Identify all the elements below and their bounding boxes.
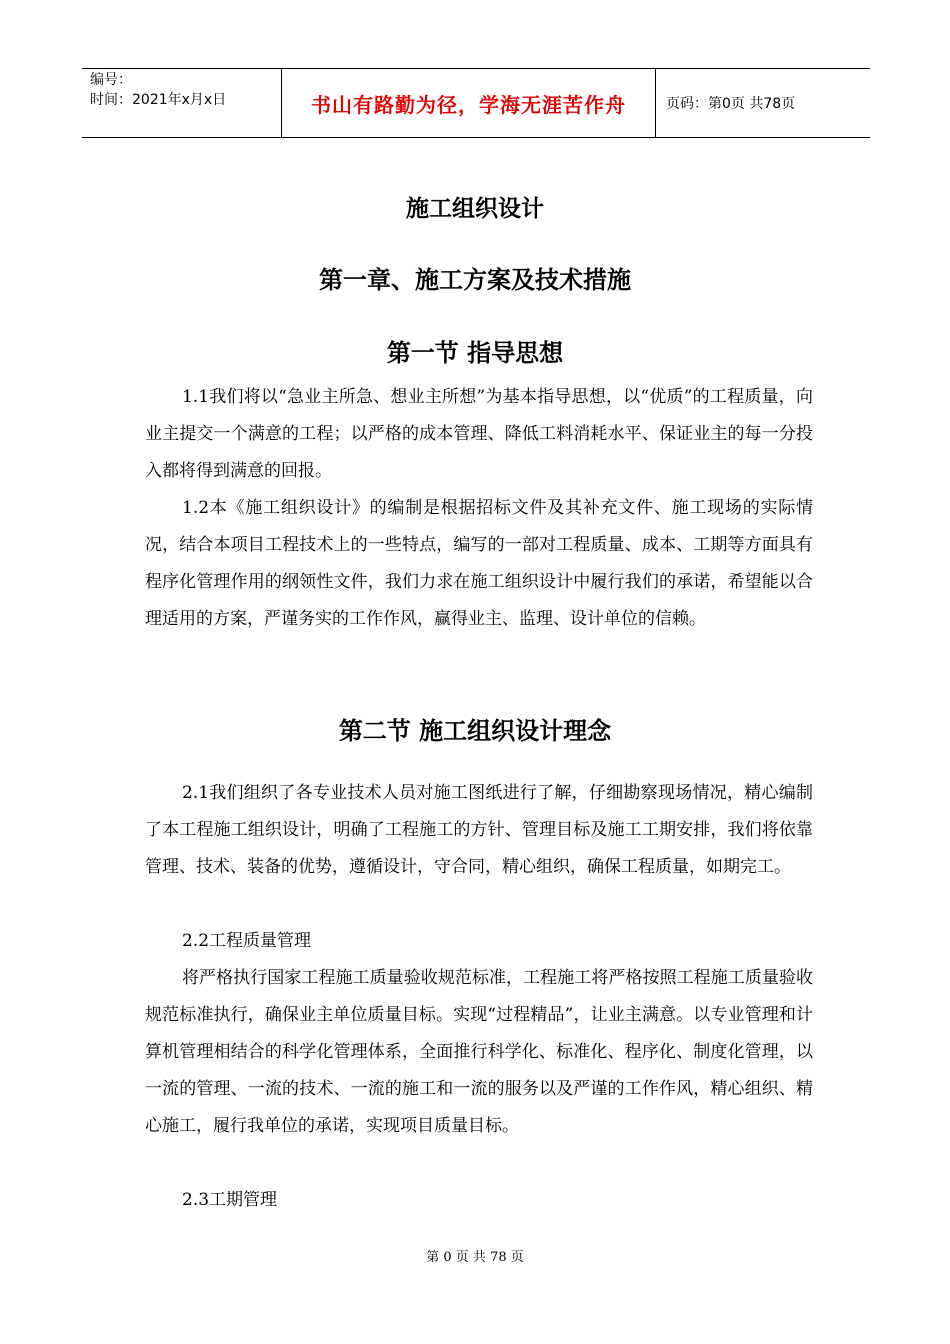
subheading-2-2: 2.2工程质量管理 <box>182 931 312 951</box>
section-2-title: 第二节 施工组织设计理念 <box>338 717 612 745</box>
header-motto-cell <box>281 69 656 137</box>
section-1-title: 第一节 指导思想 <box>386 339 564 367</box>
chapter-title: 第一章、施工方案及技术措施 <box>319 266 631 294</box>
page-header <box>82 68 870 138</box>
paragraph-2-1: 2.1我们组织了各专业技术人员对施工图纸进行了解，仔细勘察现场情况，精心编制了本工程施工组织设计，明确了工程施工的方针、管理目标及施工工期安排，我们将依靠管理、技术、装备的优势，遵循设计，守合同，精心组织，确保工程质量，如期完工。 <box>145 783 813 877</box>
subheading-2-3: 2.3工期管理 <box>182 1190 278 1210</box>
header-page-info: 页码：第0页 共78页 <box>666 96 796 112</box>
paragraph-1-2: 1.2本《施工组织设计》的编制是根据招标文件及其补充文件、施工现场的实际情况，结合本项目工程技术上的一些特点，编写的一部对工程质量、成本、工期等方面具有程序化管理作用的纲领性文件，我们力求在施工组织设计中履行我们的承诺，希望能以合理适用的方案，严谨务实的工作作风，赢得业主、监理、设计单位的信赖。 <box>145 498 813 629</box>
header-page-cell <box>656 69 870 137</box>
page-footer: 第 0 页 共 78 页 <box>426 1250 524 1265</box>
header-motto: 书山有路勤为径，学海无涯苦作舟 <box>311 92 626 117</box>
document-date-label: 时间：2021年x月x日 <box>90 92 227 108</box>
header-meta-cell <box>82 69 281 137</box>
paragraph-2-2: 将严格执行国家工程施工质量验收规范标准，工程施工将严格按照工程施工质量验收规范标准执行，确保业主单位质量目标。实现“过程精品”，让业主满意。以专业管理和计算机管理相结合的科学化管理体系，全面推行科学化、标准化、程序化、制度化管理，以一流的管理、一流的技术、一流的施工和一流的服务以及严谨的工作作风，精心组织、精心施工，履行我单位的承诺，实现项目质量目标。 <box>145 968 813 1136</box>
paragraph-1-1: 1.1我们将以“急业主所急、想业主所想”为基本指导思想，以“优质”的工程质量，向业主提交一个满意的工程；以严格的成本管理、降低工料消耗水平、保证业主的每一分投入都将得到满意的回报。 <box>145 387 813 481</box>
document-number-label: 编号： <box>90 72 132 88</box>
document-title: 施工组织设计 <box>406 196 544 222</box>
